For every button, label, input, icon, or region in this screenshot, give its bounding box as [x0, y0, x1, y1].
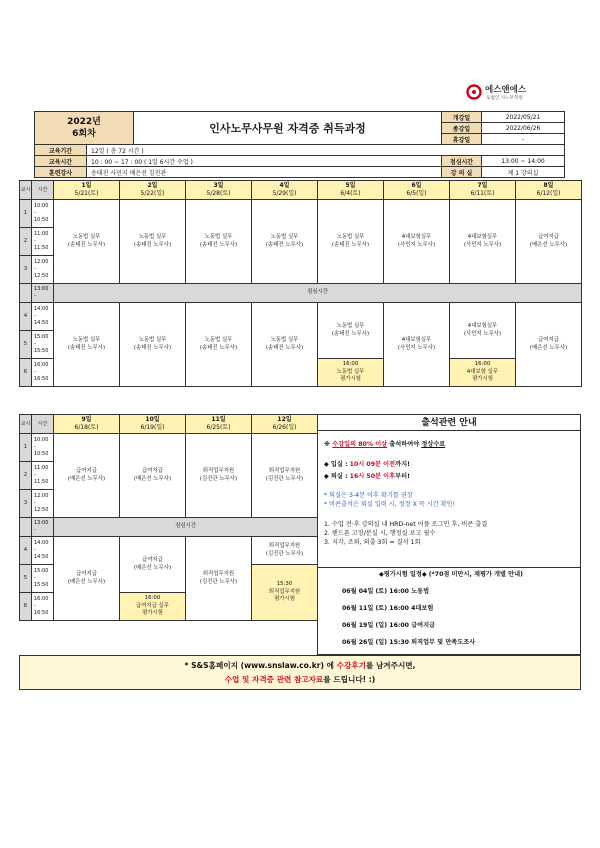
class-cell-pm: 급여지급 (배은선 노무사) [120, 537, 186, 593]
attend-step-2: 2. 핸드폰 고장/분실 시, 행정실 보고 필수 [324, 530, 436, 537]
period-time: 10:00 - 10:50 [32, 434, 54, 462]
day-num: 9일 [81, 416, 92, 423]
day-header [120, 181, 186, 200]
exam-cell: 16:00 4대보험 실무 평가시험 [450, 359, 516, 387]
period-number: 4 [20, 537, 32, 565]
brand-name: 에스앤에스 [485, 85, 527, 95]
day-header [54, 415, 120, 434]
brand-logo [466, 82, 576, 108]
class-cell-am: 노동법 실무 (송태진 노무사) [186, 200, 252, 284]
period-row [20, 434, 318, 462]
period-label: 교육기간 [35, 145, 87, 156]
teacher-value: 송태진 사민지 배은선 김진관 [87, 167, 442, 178]
day-num: 6일 [411, 182, 422, 189]
brand-sub: 로법인 사노무학원 [486, 96, 523, 101]
open-label: 개강일 [442, 112, 482, 123]
attend-note-2: * 비콘출석은 퇴실 입력 시, 정정 X 꼭 시간 확인! [324, 501, 456, 508]
class-cell-am: 4대보험실무 (사민지 노무사) [450, 200, 516, 284]
period-row [20, 284, 582, 303]
room-value: 제 1 강의실 [482, 167, 565, 178]
holiday-value: - [482, 134, 565, 145]
class-cell-pm: 4대보험실무 (사민지 노무사) [450, 303, 516, 359]
period-value: 12일 ( 총 72 시간 ) [87, 145, 565, 156]
lunch-break: 점심시간 [54, 518, 318, 537]
footer-line-2: 수업 및 자격증 관련 참고자료를 드립니다! :) [224, 675, 376, 684]
period-number: 6 [20, 359, 32, 387]
period-time: 15:00 - 15:50 [32, 565, 54, 593]
exam-schedule [322, 570, 580, 647]
divider [317, 567, 581, 569]
period-number: 4 [20, 303, 32, 331]
open-value: 2022/05/21 [482, 112, 565, 123]
attend-step-1: 1. 수업 전·후 강의실 내 HRD-net 어플 로그인 후, 비콘 출결 [324, 521, 488, 528]
period-time: 13:00 - [32, 284, 54, 303]
period-row [20, 303, 582, 331]
attend-step-3: 3. 지각, 조퇴, 외출 3회 = 결석 1회 [324, 539, 421, 546]
period-number: 2 [20, 228, 32, 256]
schedule-week9-12 [19, 414, 318, 621]
day-num: 12일 [277, 416, 292, 423]
logo-icon [466, 84, 482, 100]
day-date: 5/21(토) [74, 190, 99, 197]
time-value: 10 : 00 ~ 17 : 00 ( 1일 6시간 수업 ) [87, 156, 442, 167]
day-date: 6/4(토) [340, 190, 361, 197]
class-cell-am: 퇴직업무지원 (김진관 노무사) [252, 434, 318, 518]
day-num: 10일 [145, 416, 160, 423]
lunch-break: 점심시간 [54, 284, 582, 303]
period-time: 13:00 - [32, 518, 54, 537]
class-cell-pm: 퇴직업무지원 (김진관 노무사) [186, 537, 252, 621]
day-date: 6/19(일) [140, 424, 165, 431]
col-time: 시간 [32, 415, 54, 434]
period-time: 14:00 - 14:50 [32, 537, 54, 565]
day-header [384, 181, 450, 200]
header-table [34, 111, 565, 178]
holiday-label: 휴강일 [442, 134, 482, 145]
period-time: 16:00 - 16:50 [32, 359, 54, 387]
period-time: 12:00 - 12:50 [32, 256, 54, 284]
period-number: 5 [20, 565, 32, 593]
period-time: 11:00 - 11:50 [32, 462, 54, 490]
footer-line-1: * S&S홈페이지 (www.snslaw.co.kr) 에 수강후기를 남겨주시면, [184, 661, 416, 670]
period-time: 16:00 - 16:50 [32, 593, 54, 621]
time-label: 교육시간 [35, 156, 87, 167]
class-cell-pm: 노동법 실무 (송태진 노무사) [252, 303, 318, 387]
day-date: 6/26(일) [272, 424, 297, 431]
class-cell-pm: 급여지급 (배은선 노무사) [54, 537, 120, 621]
attend-rule-out: ◆ 퇴실 : 16시 50분 이후부터! [324, 473, 410, 480]
exam-item-3: 06월 19일 (일) 16:00 급여지급 [342, 622, 436, 629]
period-row [20, 518, 318, 537]
period-number: 3 [20, 256, 32, 284]
class-cell-pm: 노동법 실무 (송태진 노무사) [318, 303, 384, 359]
class-cell-pm: 노동법 실무 (송태진 노무사) [54, 303, 120, 387]
attend-rule-1: ※ 수강일의 80% 이상 출석하여야 정상수료 [324, 441, 446, 448]
day-header [252, 415, 318, 434]
class-cell-am: 급여지급 (배은선 노무사) [54, 434, 120, 518]
col-time: 시간 [32, 181, 54, 200]
class-cell-am: 4대보험실무 (사민지 노무사) [384, 200, 450, 284]
lunch-label: 점심시간 [442, 156, 482, 167]
period-time: 10:00 - 10:50 [32, 200, 54, 228]
period-number: 5 [20, 331, 32, 359]
schedule-week1-8 [19, 180, 582, 387]
page-title: 인사노무사무원 자격증 취득과정 [134, 112, 442, 145]
period-row [20, 537, 318, 565]
period-number: 2 [20, 462, 32, 490]
period-number: 1 [20, 434, 32, 462]
exam-title: ◆평가시험 일정◆ (*70점 미만시, 재평가 개별 안내) [379, 571, 523, 578]
class-cell-am: 노동법 실무 (송태진 노무사) [252, 200, 318, 284]
exam-cell: 15:30 퇴직업무지원 평가시험 [252, 565, 318, 621]
period-number [20, 518, 32, 537]
day-date: 6/12(일) [536, 190, 561, 197]
teacher-label: 훈련강사 [35, 167, 87, 178]
class-cell-pm: 노동법 실무 (송태진 노무사) [186, 303, 252, 387]
day-header-row [20, 415, 318, 434]
class-cell-am: 급여지급 (배은선 노무사) [516, 200, 582, 284]
attend-title: 출석관련 안내 [317, 414, 581, 431]
day-num: 1일 [81, 182, 92, 189]
day-num: 2일 [147, 182, 158, 189]
day-header [252, 181, 318, 200]
day-header [450, 181, 516, 200]
period-time: 15:00 - 15:50 [32, 331, 54, 359]
period-number: 3 [20, 490, 32, 518]
exam-item-4: 06월 26일 (일) 15:30 퇴직업무 및 만족도조사 [342, 639, 476, 646]
exam-item-1: 06월 04일 (토) 16:00 노동법 [342, 588, 430, 595]
day-num: 7일 [477, 182, 488, 189]
day-header [120, 415, 186, 434]
day-header [516, 181, 582, 200]
day-header-row [20, 181, 582, 200]
day-num: 5일 [345, 182, 356, 189]
day-num: 8일 [543, 182, 554, 189]
period-time: 14:00 - 14:50 [32, 303, 54, 331]
room-label: 강 의 실 [442, 167, 482, 178]
exam-cell: 16:00 노동법 실무 평가시험 [318, 359, 384, 387]
day-header [186, 181, 252, 200]
day-num: 4일 [279, 182, 290, 189]
day-num: 3일 [213, 182, 224, 189]
day-num: 11일 [211, 416, 226, 423]
day-date: 5/29(일) [272, 190, 297, 197]
day-date: 6/25(토) [206, 424, 231, 431]
class-cell-am: 노동법 실무 (송태진 노무사) [54, 200, 120, 284]
class-cell-pm: 노동법 실무 (송태진 노무사) [120, 303, 186, 387]
col-kyo: 교시 [20, 415, 32, 434]
day-header [318, 181, 384, 200]
period-row [20, 200, 582, 228]
class-cell-pm: 급여지급 (배은선 노무사) [516, 303, 582, 387]
class-cell-am: 급여지급 (배은선 노무사) [120, 434, 186, 518]
class-cell-pm: 4대보험실무 (사민지 노무사) [384, 303, 450, 387]
day-date: 5/28(토) [206, 190, 231, 197]
exam-cell: 16:00 급여지급 실무 평가시험 [120, 593, 186, 621]
attend-note-1: * 퇴실은 3-4분 이후 확기를 권장 [324, 492, 413, 499]
day-header [54, 181, 120, 200]
period-time: 12:00 - 12:50 [32, 490, 54, 518]
class-cell-am: 퇴직업무지원 (김진관 노무사) [186, 434, 252, 518]
day-header [186, 415, 252, 434]
class-cell-pm: 퇴직업무지원 (김진관 노무사) [252, 537, 318, 565]
day-date: 5/22(일) [140, 190, 165, 197]
day-date: 6/5(일) [406, 190, 427, 197]
class-cell-am: 노동법 실무 (송태진 노무사) [120, 200, 186, 284]
period-number [20, 284, 32, 303]
lunch-value: 13:00 ~ 14:00 [482, 156, 565, 167]
year-round: 2022년 6회차 [35, 112, 134, 145]
day-date: 6/18(토) [74, 424, 99, 431]
exam-item-2: 06월 11일 (토) 16:00 4대보험 [342, 605, 434, 612]
period-time: 11:00 - 11:50 [32, 228, 54, 256]
end-label: 종강일 [442, 123, 482, 134]
attend-rule-in: ◆ 입실 : 10시 09분 이전까지! [324, 461, 410, 468]
col-kyo: 교시 [20, 181, 32, 200]
period-number: 6 [20, 593, 32, 621]
end-value: 2022/06/26 [482, 123, 565, 134]
footer-banner [19, 655, 581, 690]
day-date: 6/11(토) [470, 190, 495, 197]
class-cell-am: 노동법 실무 (송태진 노무사) [318, 200, 384, 284]
period-number: 1 [20, 200, 32, 228]
